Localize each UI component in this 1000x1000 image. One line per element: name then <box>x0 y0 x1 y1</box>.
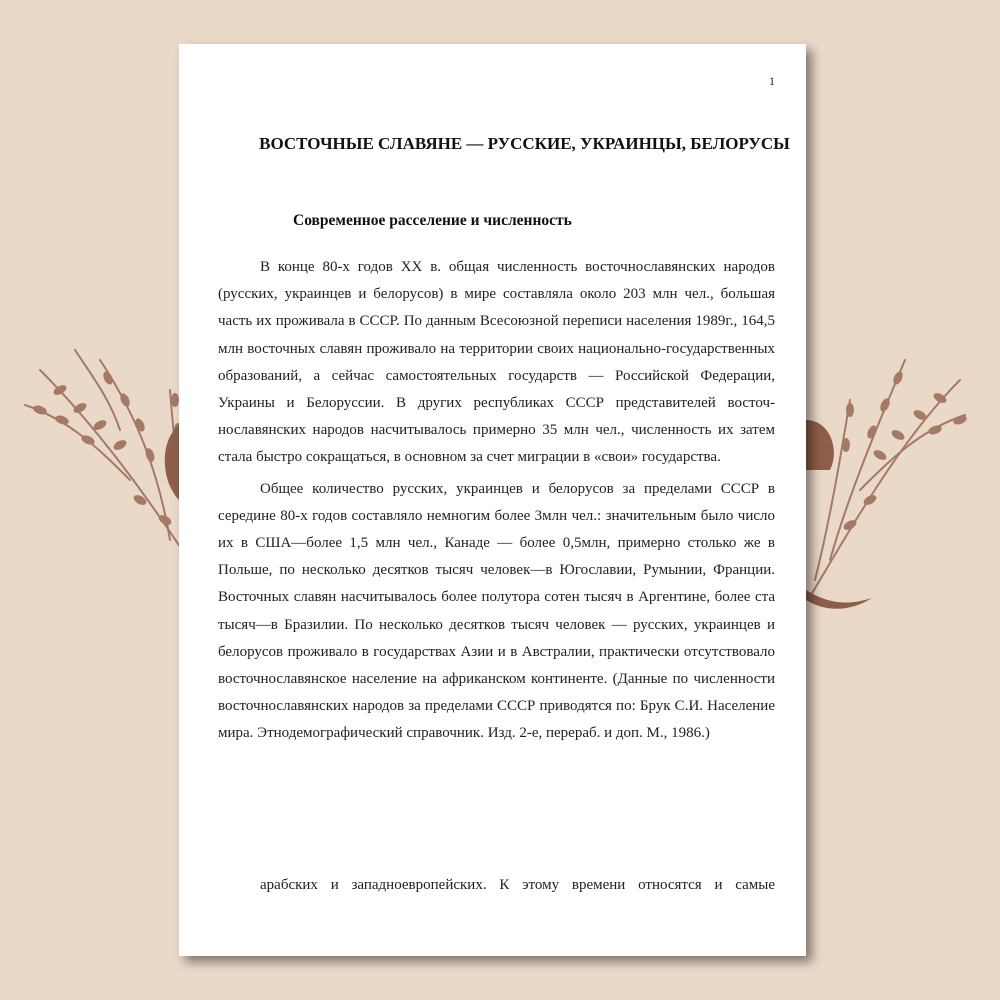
paragraph-2: Общее количество русских, украинцев и белорусов за пределами СССР в середине 80-х годов составляло немногим более 3млн чел.: значительным было число их в США—более 1,5 млн чел., Канаде — более 0,5млн, примерно столько же в Польше, по несколько десятков тысяч человек—в Югославии, Румынии, Франции. Восточных славян насчитывалось более полутора сотен тысяч в Аргентине, более ста тысяч—в Бразилии. По несколько десятков тысяч человек — русских, украинцев и белорусов проживало в государствах Азии и в Австралии, практически отсутствовало восточнославянское население на африканском континенте. (Данные по численности восточнославянских народов за пределами СССР приводятся по: Брук С.И. Население мира. Этнодемографический справочник. Изд. 2-е, перераб. и доп. М., 1986.) <box>218 480 775 742</box>
section-subtitle: Современное расселение и численность <box>293 212 572 229</box>
document-body <box>218 254 775 752</box>
right-branch-buds <box>842 370 968 532</box>
left-accent-leaf <box>165 425 179 500</box>
right-accent-round <box>806 420 834 470</box>
right-accent-leaf <box>806 590 872 609</box>
page-number: 1 <box>769 74 775 88</box>
document-title: ВОСТОЧНЫЕ СЛАВЯНЕ — РУССКИЕ, УКРАИНЦЫ, БЕЛОРУСЫ <box>259 134 790 153</box>
paragraph-1: В конце 80-х годов XX в. общая численность восточнославянских народов (русских, украинцев и белорусов) в мире составляла около 203 млн чел., большая часть их проживала в СССР. По данным Всесоюзной переписи населения 1989г., 164,5 млн восточных славян проживало на территории своих национально-государственных образований, а сейчас самостоятельных государств — Российской Федерации, Украины и Белоруссии. В других республиках СССР представителей восточ-нославянских народов насчитывалось примерно 35 млн чел., численность их затем стала быстро сокращаться, в основном за счет миграции в «свои» государства. <box>218 259 775 466</box>
document-page <box>179 44 806 956</box>
continued-text-line: арабских и западноевропейских. К этому времени относятся и самые <box>260 877 775 893</box>
